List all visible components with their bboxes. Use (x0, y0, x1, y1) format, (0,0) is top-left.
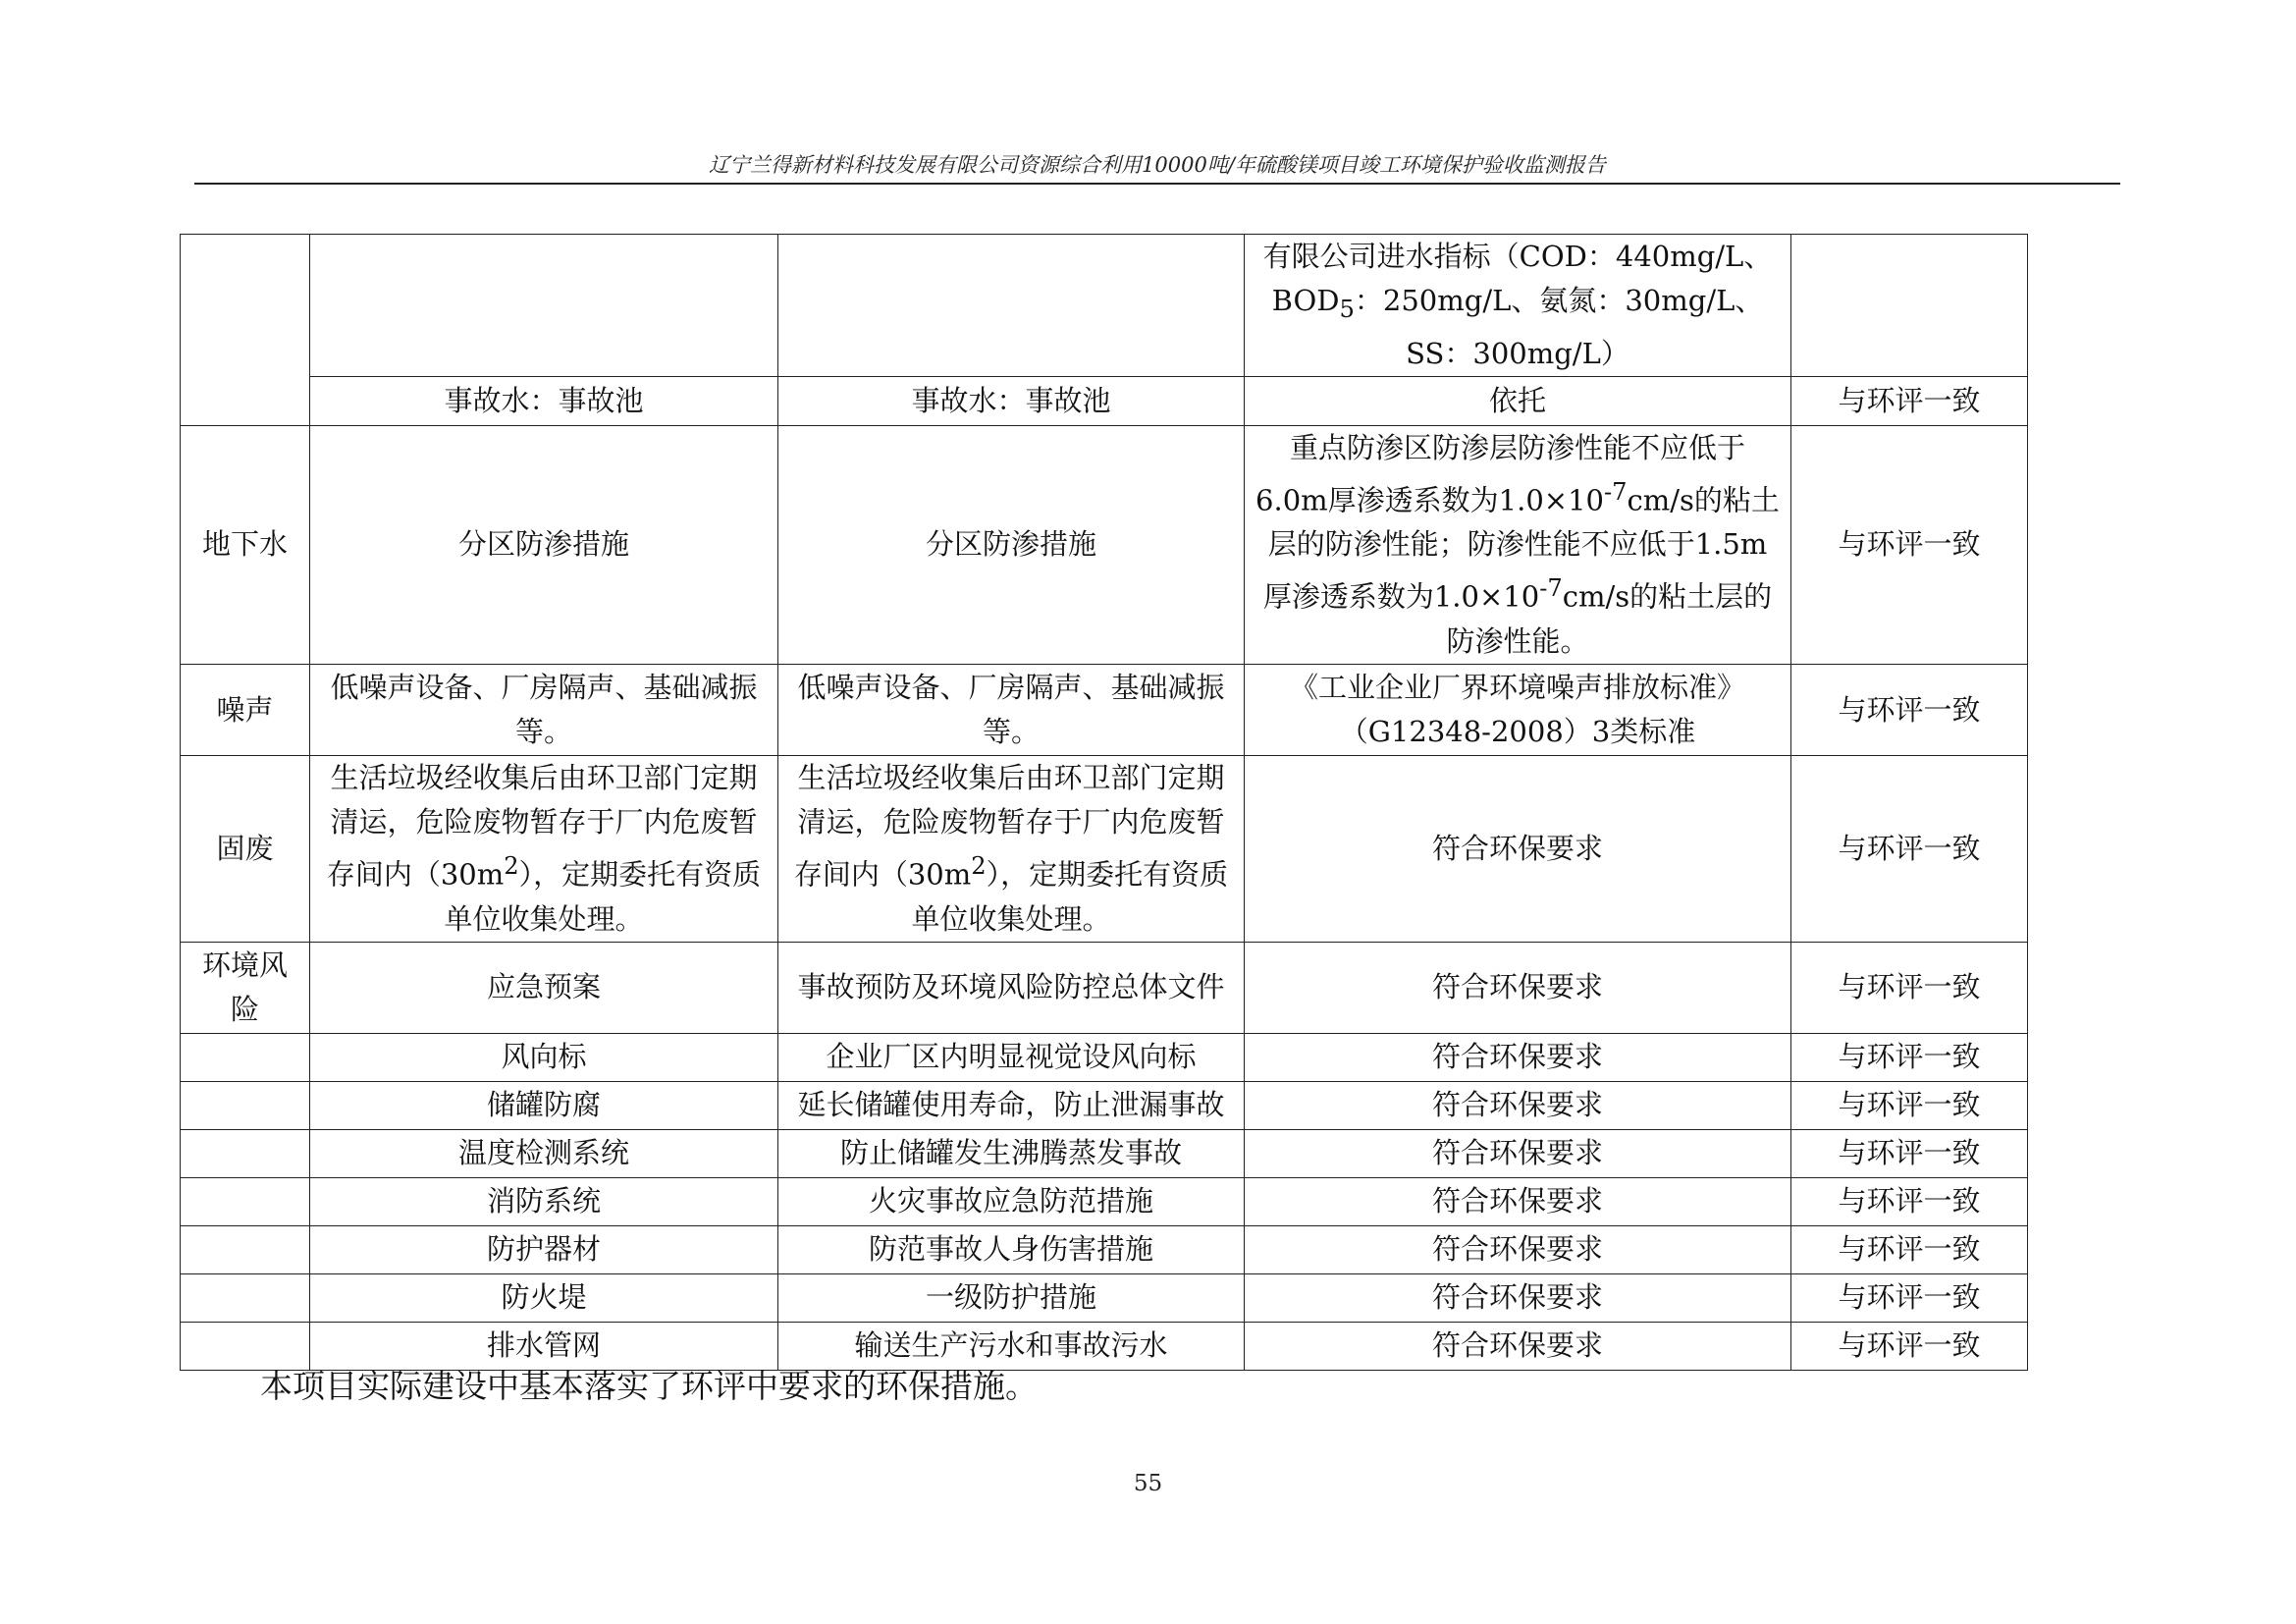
table-row (181, 942, 2028, 1033)
conclusion-cell: 与环评一致 (1791, 1081, 2028, 1129)
measure-cell: 防火堤 (310, 1273, 778, 1322)
standard-cell: 符合环保要求 (1245, 1273, 1791, 1322)
measure-cell: 储罐防腐 (310, 1081, 778, 1129)
table-row (181, 1081, 2028, 1129)
actual-cell (778, 235, 1245, 377)
page-number: 55 (1133, 1471, 1163, 1496)
standard-cell: 重点防渗区防渗层防渗性能不应低于6.0m厚渗透系数为$1.0\times 10^{-7}cm/s$的粘土层的防渗性能；防渗性能不应低于1.5m厚渗透系数为$1.0\times 10^{-7}cm/s$的粘土层的防渗性能。 (1245, 425, 1791, 664)
category-cell (181, 1225, 310, 1273)
standard-cell: 符合环保要求 (1245, 1033, 1791, 1081)
table-row (181, 1129, 2028, 1177)
category-cell: 噪声 (181, 665, 310, 756)
conclusion-cell: 与环评一致 (1791, 1273, 2028, 1322)
conclusion-cell: 与环评一致 (1791, 1225, 2028, 1273)
table-row (181, 235, 2028, 377)
conclusion-cell: 与环评一致 (1791, 1129, 2028, 1177)
summary-text: 本项目实际建设中基本落实了环评中要求的环保措施。 (260, 1367, 1038, 1405)
standard-cell: 符合环保要求 (1245, 1225, 1791, 1273)
actual-cell: 事故预防及环境风险防控总体文件 (778, 942, 1245, 1033)
conclusion-cell: 与环评一致 (1791, 1322, 2028, 1370)
table-row (181, 1273, 2028, 1322)
table-row (181, 1225, 2028, 1273)
conclusion-cell: 与环评一致 (1791, 942, 2028, 1033)
standard-cell: 符合环保要求 (1245, 942, 1791, 1033)
conclusion-cell: 与环评一致 (1791, 425, 2028, 664)
actual-cell: 一级防护措施 (778, 1273, 1245, 1322)
category-cell: 地下水 (181, 425, 310, 664)
measure-cell: 分区防渗措施 (310, 425, 778, 664)
measure-cell: 防护器材 (310, 1225, 778, 1273)
actual-cell: 低噪声设备、厂房隔声、基础减振等。 (778, 665, 1245, 756)
category-cell: 固废 (181, 756, 310, 943)
measure-cell: 生活垃圾经收集后由环卫部门定期清运，危险废物暂存于厂内危废暂存间内$(30m^2)$，定期委托有资质单位收集处理。 (310, 756, 778, 943)
category-cell (181, 1177, 310, 1225)
table-row (181, 1033, 2028, 1081)
measure-cell: 低噪声设备、厂房隔声、基础减振等。 (310, 665, 778, 756)
measure-cell: 消防系统 (310, 1177, 778, 1225)
conclusion-cell (1791, 235, 2028, 377)
actual-cell: 防范事故人身伤害措施 (778, 1225, 1245, 1273)
actual-cell: 企业厂区内明显视觉设风向标 (778, 1033, 1245, 1081)
measure-cell (310, 235, 778, 377)
measure-cell: 排水管网 (310, 1322, 778, 1370)
measures-table (180, 234, 2028, 1371)
standard-cell: 有限公司进水指标（COD：440mg/L、$BOD_5$：250mg/L、氨氮：30mg/L、SS：300mg/L） (1245, 235, 1791, 377)
actual-cell: 事故水：事故池 (778, 376, 1245, 425)
standard-cell: 符合环保要求 (1245, 1129, 1791, 1177)
category-cell: 环境风险 (181, 942, 310, 1033)
standard-cell: 符合环保要求 (1245, 1081, 1791, 1129)
measure-cell: 应急预案 (310, 942, 778, 1033)
table-row (181, 665, 2028, 756)
standard-cell: 《工业企业厂界环境噪声排放标准》（G12348-2008）3类标准 (1245, 665, 1791, 756)
measure-cell: 温度检测系统 (310, 1129, 778, 1177)
standard-cell: 依托 (1245, 376, 1791, 425)
category-cell (181, 1033, 310, 1081)
category-cell (181, 1273, 310, 1322)
conclusion-cell: 与环评一致 (1791, 756, 2028, 943)
standard-cell: 符合环保要求 (1245, 756, 1791, 943)
standard-cell: 符合环保要求 (1245, 1177, 1791, 1225)
measure-cell: 事故水：事故池 (310, 376, 778, 425)
actual-cell: 输送生产污水和事故污水 (778, 1322, 1245, 1370)
actual-cell: 火灾事故应急防范措施 (778, 1177, 1245, 1225)
table-row (181, 1177, 2028, 1225)
running-header: 辽宁兰得新材料科技发展有限公司资源综合利用10000吨/年硫酸镁项目竣工环境保护验收监测报告 (709, 153, 1606, 177)
measure-cell: 风向标 (310, 1033, 778, 1081)
category-cell (181, 1129, 310, 1177)
conclusion-cell: 与环评一致 (1791, 1177, 2028, 1225)
conclusion-cell: 与环评一致 (1791, 376, 2028, 425)
category-cell (181, 1081, 310, 1129)
actual-cell: 防止储罐发生沸腾蒸发事故 (778, 1129, 1245, 1177)
actual-cell: 延长储罐使用寿命，防止泄漏事故 (778, 1081, 1245, 1129)
actual-cell: 生活垃圾经收集后由环卫部门定期清运，危险废物暂存于厂内危废暂存间内$(30m^2)$，定期委托有资质单位收集处理。 (778, 756, 1245, 943)
category-cell (181, 235, 310, 426)
conclusion-cell: 与环评一致 (1791, 665, 2028, 756)
conclusion-cell: 与环评一致 (1791, 1033, 2028, 1081)
table-row (181, 756, 2028, 943)
header-rule (194, 183, 2120, 185)
actual-cell: 分区防渗措施 (778, 425, 1245, 664)
standard-cell: 符合环保要求 (1245, 1322, 1791, 1370)
table-row (181, 376, 2028, 425)
table-row (181, 425, 2028, 664)
